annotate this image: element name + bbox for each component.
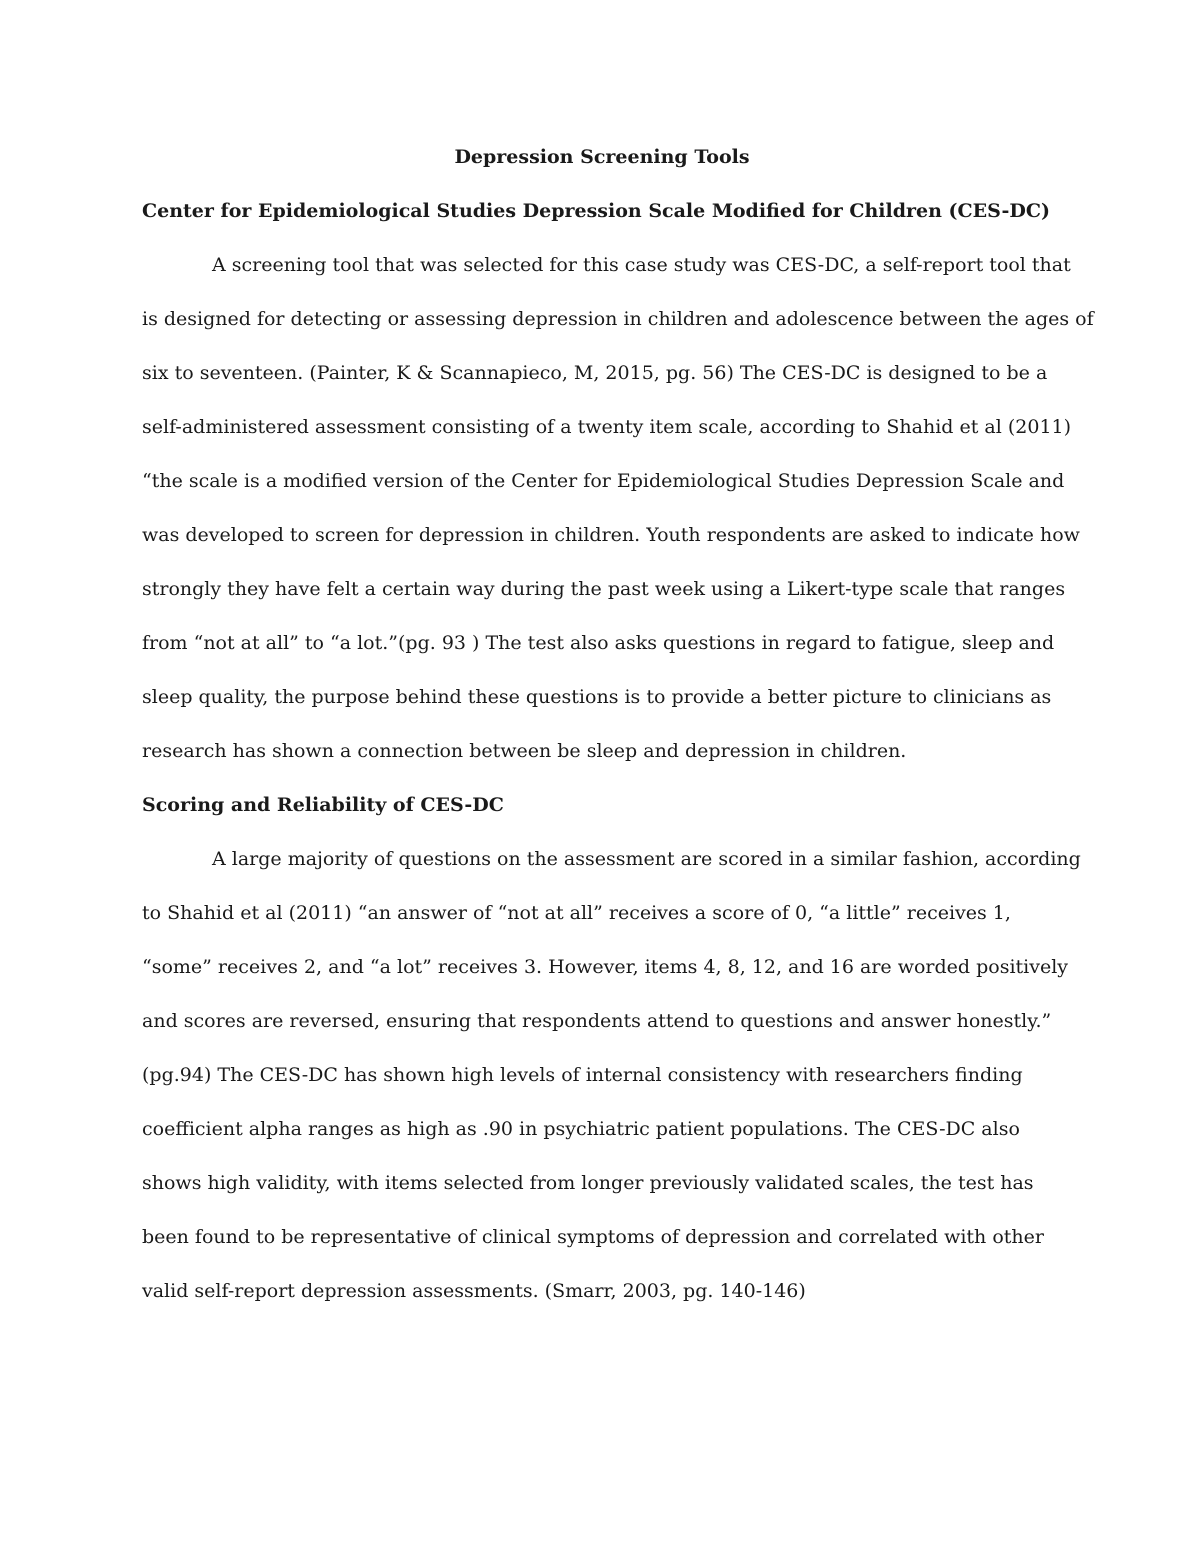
text-line: A large majority of questions on the assessment are scored in a similar fashion, according bbox=[212, 848, 1081, 870]
section-heading-scoring-reliability: Scoring and Reliability of CES-DC bbox=[142, 794, 504, 816]
text-line: (pg.94) The CES-DC has shown high levels of internal consistency with researchers finding bbox=[142, 1064, 1023, 1086]
text-line: been found to be representative of clinical symptoms of depression and correlated with other bbox=[142, 1226, 1044, 1248]
text-line: strongly they have felt a certain way during the past week using a Likert-type scale that ranges bbox=[142, 578, 1066, 600]
text-line: coefficient alpha ranges as high as .90 in psychiatric patient populations. The CES-DC also bbox=[142, 1118, 1020, 1140]
text-line: is designed for detecting or assessing depression in children and adolescence between the ages of bbox=[142, 308, 1094, 330]
text-line: research has shown a connection between be sleep and depression in children. bbox=[142, 740, 907, 762]
paragraph-ces-dc-description bbox=[142, 238, 1094, 778]
document-body bbox=[142, 130, 1094, 1318]
text-line: shows high validity, with items selected from longer previously validated scales, the test has bbox=[142, 1172, 1034, 1194]
section-heading-ces-dc: Center for Epidemiological Studies Depression Scale Modified for Children (CES-DC) bbox=[142, 200, 1050, 222]
text-line: was developed to screen for depression in children. Youth respondents are asked to indicate how bbox=[142, 524, 1080, 546]
text-line: “the scale is a modified version of the Center for Epidemiological Studies Depression Scale and bbox=[142, 470, 1065, 492]
text-line: and scores are reversed, ensuring that respondents attend to questions and answer honestly.” bbox=[142, 1010, 1052, 1032]
text-line: six to seventeen. (Painter, K & Scannapieco, M, 2015, pg. 56) The CES-DC is designed to be a bbox=[142, 362, 1048, 384]
text-line: from “not at all” to “a lot.”(pg. 93 ) The test also asks questions in regard to fatigue, sleep and bbox=[142, 632, 1055, 654]
text-line: “some” receives 2, and “a lot” receives 3. However, items 4, 8, 12, and 16 are worded positively bbox=[142, 956, 1069, 978]
text-line: sleep quality, the purpose behind these questions is to provide a better picture to clinicians as bbox=[142, 686, 1052, 708]
paragraph-scoring-reliability bbox=[142, 832, 1081, 1318]
text-line: self-administered assessment consisting of a twenty item scale, according to Shahid et al (2011) bbox=[142, 416, 1072, 438]
document-title: Depression Screening Tools bbox=[454, 146, 750, 168]
text-line: valid self-report depression assessments. (Smarr, 2003, pg. 140-146) bbox=[142, 1280, 806, 1302]
text-line: to Shahid et al (2011) “an answer of “not at all” receives a score of 0, “a little” receives 1, bbox=[142, 902, 1011, 924]
text-line: A screening tool that was selected for this case study was CES-DC, a self-report tool that bbox=[212, 254, 1071, 276]
